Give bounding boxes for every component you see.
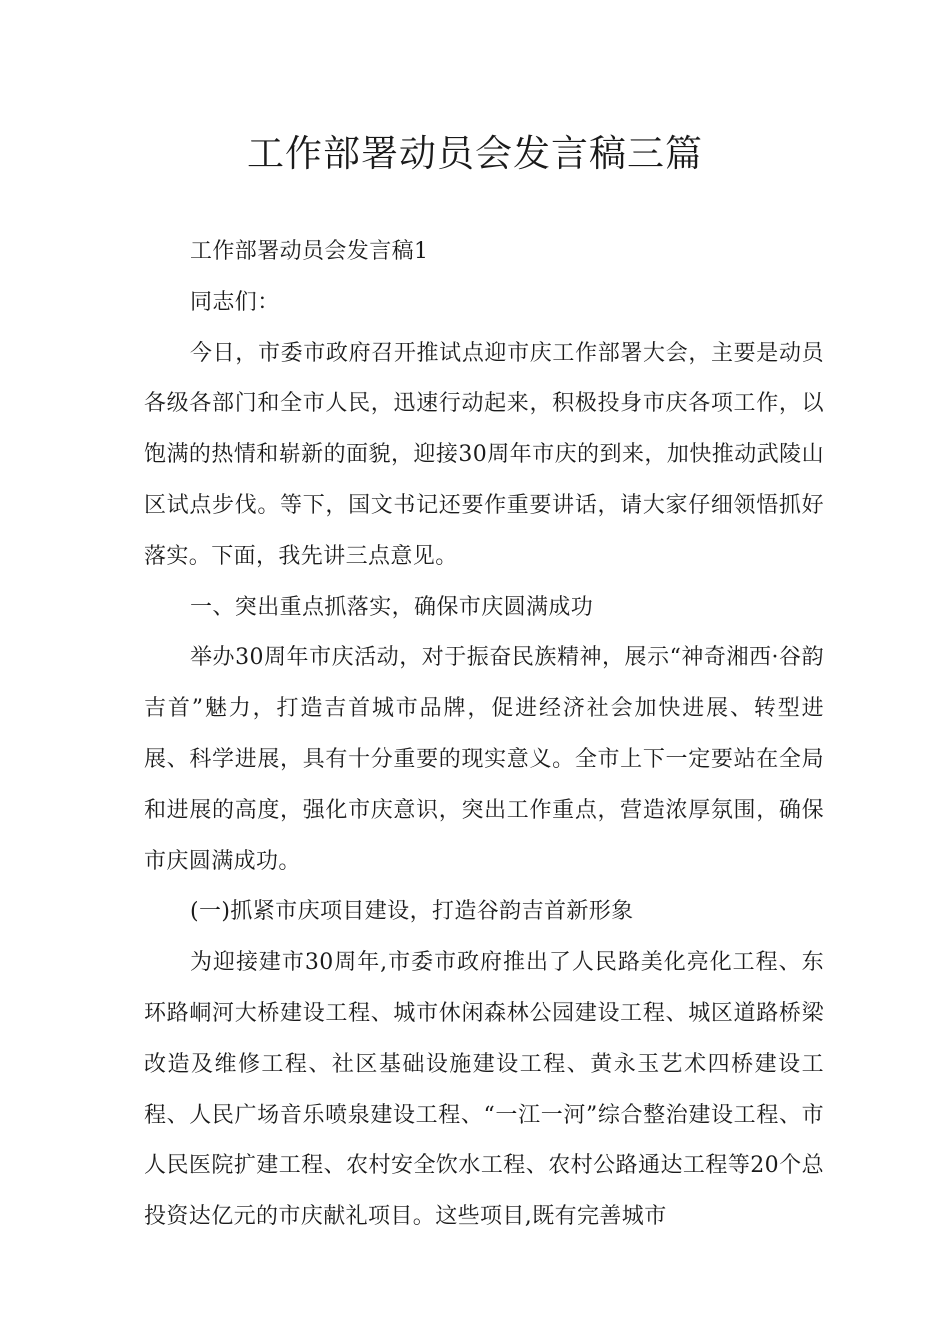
section-heading: 工作部署动员会发言稿1 [190, 239, 429, 264]
section-heading: 一、突出重点抓落实，确保市庆圆满成功 [190, 594, 594, 620]
document-title: 工作部署动员会发言稿三篇 [247, 132, 703, 175]
salutation: 同志们： [190, 289, 280, 315]
paragraph: 为迎接建市30周年,市委市政府推出了人民路美化亮化工程、东环路峒河大桥建设工程、城市休闲森林公园建设工程、城区道路桥梁改造及维修工程、社区基础设施建设工程、黄永玉艺术四桥建设工程、人民广场音乐喷泉建设工程、“一江一河”综合整治建设工程、市人民医院扩建工程、农村安全饮水工程、农村公路通达工程等20个总投资达亿元的市庆献礼项目。这些项目,既有完善城市 [144, 950, 824, 1230]
subsection-heading: (一)抓紧市庆项目建设，打造谷韵吉首新形象 [190, 899, 634, 925]
paragraph: 举办30周年市庆活动，对于振奋民族精神，展示“神奇湘西·谷韵吉首”魅力，打造吉首城市品牌，促进经济社会加快进展、转型进展、科学进展，具有十分重要的现实意义。全市上下一定要站在全局和进展的高度，强化市庆意识，突出工作重点，营造浓厚氛围，确保市庆圆满成功。 [144, 645, 824, 874]
document-body [144, 227, 824, 1243]
paragraph: 今日，市委市政府召开推试点迎市庆工作部署大会，主要是动员各级各部门和全市人民，迅速行动起来，积极投身市庆各项工作，以饱满的热情和崭新的面貌，迎接30周年市庆的到来，加快推动武陵山区试点步伐。等下，国文书记还要作重要讲话，请大家仔细领悟抓好落实。下面，我先讲三点意见。 [144, 340, 824, 569]
